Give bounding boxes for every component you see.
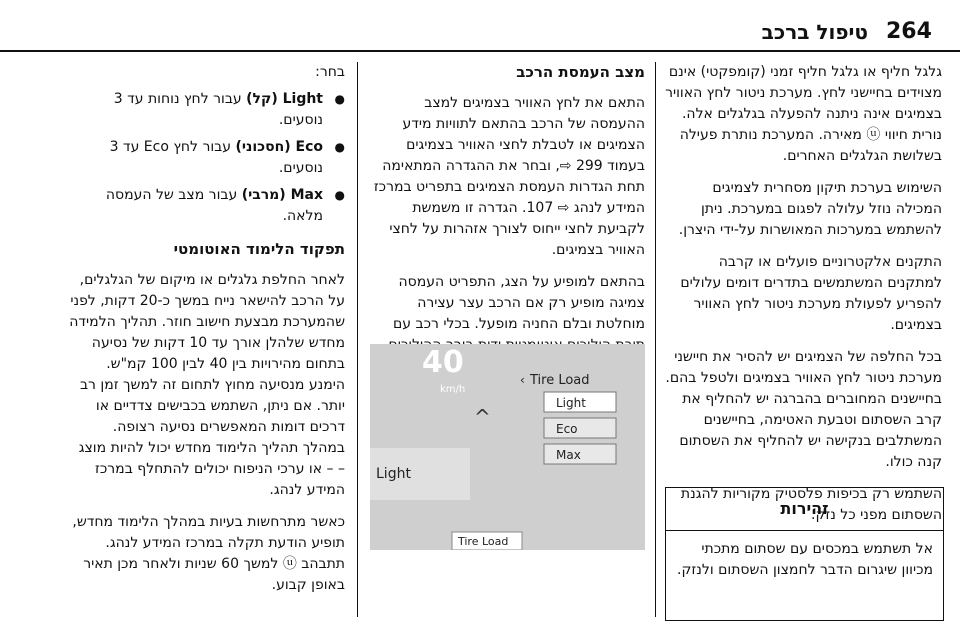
paragraph: גלגל חליף או גלגל חליף זמני (קומפקטי) אינם מצוידים בחיישני לחץ. מערכת ניטור לחץ האוויר בצמיגים אינה ניתנה להפעלה בגלגלים אלה. נורית חיווי ⓤ מאירה. המערכת נותרת פעילה בשלושת הגלגלים האחרים. bbox=[665, 64, 942, 164]
display-illustration bbox=[370, 344, 645, 550]
caution-title: זהירות bbox=[666, 488, 943, 531]
paragraph: השימוש בערכת תיקון מסחרית לצמיגים המכילה נוזל עלולה לפגום במערכת. ניתן להשתמש במערכות המאושרות על-ידי היצרן. bbox=[678, 180, 942, 238]
speed-unit: km/h bbox=[440, 384, 466, 395]
selected-option-label: Light bbox=[376, 466, 411, 482]
paragraph: התקנים אלקטרוניים פועלים או קרבה למתקנים המשתמשים בתדרים דומים עלולים להפריע לפעולת מערכת ניטור לחץ האוויר בצמיגים. bbox=[680, 254, 942, 333]
page-title: טיפול ברכב bbox=[761, 20, 868, 44]
section-title: מצב העמסת הרכב bbox=[516, 63, 645, 81]
display-screen-svg bbox=[370, 344, 645, 550]
column-divider bbox=[655, 62, 656, 617]
select-intro: בחר: bbox=[315, 64, 345, 80]
option-item: ● Eco (חסכוני) עבור לחץ Eco עד 3 נוסעים. bbox=[68, 137, 323, 179]
caution-box bbox=[665, 487, 944, 621]
options-list bbox=[68, 89, 345, 227]
page-number: 264 bbox=[886, 19, 932, 44]
option-item: ● Light (קל) עבור לחץ נוחות עד 3 נוסעים. bbox=[68, 89, 323, 131]
caret-up-icon: ^ bbox=[474, 405, 491, 429]
bottom-label: Tire Load bbox=[458, 535, 509, 548]
column-divider bbox=[357, 62, 358, 617]
paragraph: השתמש רק בכיפות פלסטיק מקוריות להגנת השסתום מפני כל נזק. bbox=[680, 486, 942, 523]
right-column bbox=[665, 62, 942, 537]
left-column bbox=[68, 62, 345, 607]
option-eco-box bbox=[544, 418, 616, 438]
paragraph: בכל החלפה של הצמיגים יש להסיר את חיישני מערכת ניטור לחץ האוויר בצמיגים ולטפל בהם. בחיישנים המחוברים בהברגה יש להחליף את קרב השסתום וטבעת האטימה, בחיישנים המשתלבים בנקישה יש להחליף את השסתום קנה כולו. bbox=[665, 349, 942, 470]
option-eco: Eco bbox=[556, 422, 578, 436]
speed-readout: 40 bbox=[422, 345, 464, 380]
paragraph: כאשר מתרחשות בעיות במהלך הלימוד מחדש, תופיע הודעת תקלה במרכז המידע לנהג. תתבהב ⓤ למשך 60 שניות ולאחר מכן תאיר באופן קבוע. bbox=[72, 514, 345, 593]
paragraph: לאחר החלפת גלגלים או מיקום של הגלגלים, על הרכב להישאר נייח במשך כ-20 דקות, לפני שהמערכת מבצעת חישוב חוזר. תהליך הלמידה מחדש שלהלן אורך עד 10 דקות של נסיעה בתחום מהירויות בין 40 לבין 100 קמ"ש. הימנע מנסיעה מחוץ לתחום זה למשך זמן רב יותר. אם ניתן, השתמש בכבישים צדדיים או דרכים דומות המאפשרים נסיעה רצופה. במהלך תהליך הלימוד מחדש יכול להיות מוצג – – או ערכי הניפוח יכולים להתחלף במרכז המידע לנהג. bbox=[69, 272, 345, 498]
middle-column bbox=[370, 62, 645, 388]
section-title: תפקוד הלימוד האוטומטי bbox=[173, 240, 345, 258]
menu-title: Tire Load bbox=[530, 373, 590, 388]
option-item: ● Max (מרבי) עבור מצב של העמסה מלאה. bbox=[68, 185, 323, 227]
paragraph: התאם את לחץ האוויר בצמיגים למצב ההעמסה של הרכב בהתאם לתוויות מידע הצמיגים או לטבלת לחצי האוויר בצמיגים בעמוד 299 ⇨, ובחר את ההגדרה המתאימה תחת הגדרות העמסת הצמיגים בתפריט במרכז המידע לנהג ⇨ 107. הגדרה זו משמשת לקביעת לחצי ייחוס לצורך אזהרות על לחצי האוויר בצמיגים. bbox=[373, 95, 645, 258]
page-header bbox=[0, 0, 960, 52]
caution-text: אל תשתמש במכסים עם שסתום מתכתי מכיוון שיגרום הדבר לחמצון השסתום ולנזק. bbox=[677, 541, 933, 578]
option-light: Light bbox=[556, 396, 586, 410]
option-max: Max bbox=[556, 448, 581, 462]
header-rule bbox=[0, 50, 960, 52]
paragraph: בהתאם למופיע על הצג, התפריט העמסה צמיגה מופיע רק אם הרכב עצר עצירה מוחלטת ובלם החניה מופעל. בכלי רכב עם bbox=[392, 274, 645, 332]
back-arrow-icon: ‹ bbox=[520, 373, 525, 387]
